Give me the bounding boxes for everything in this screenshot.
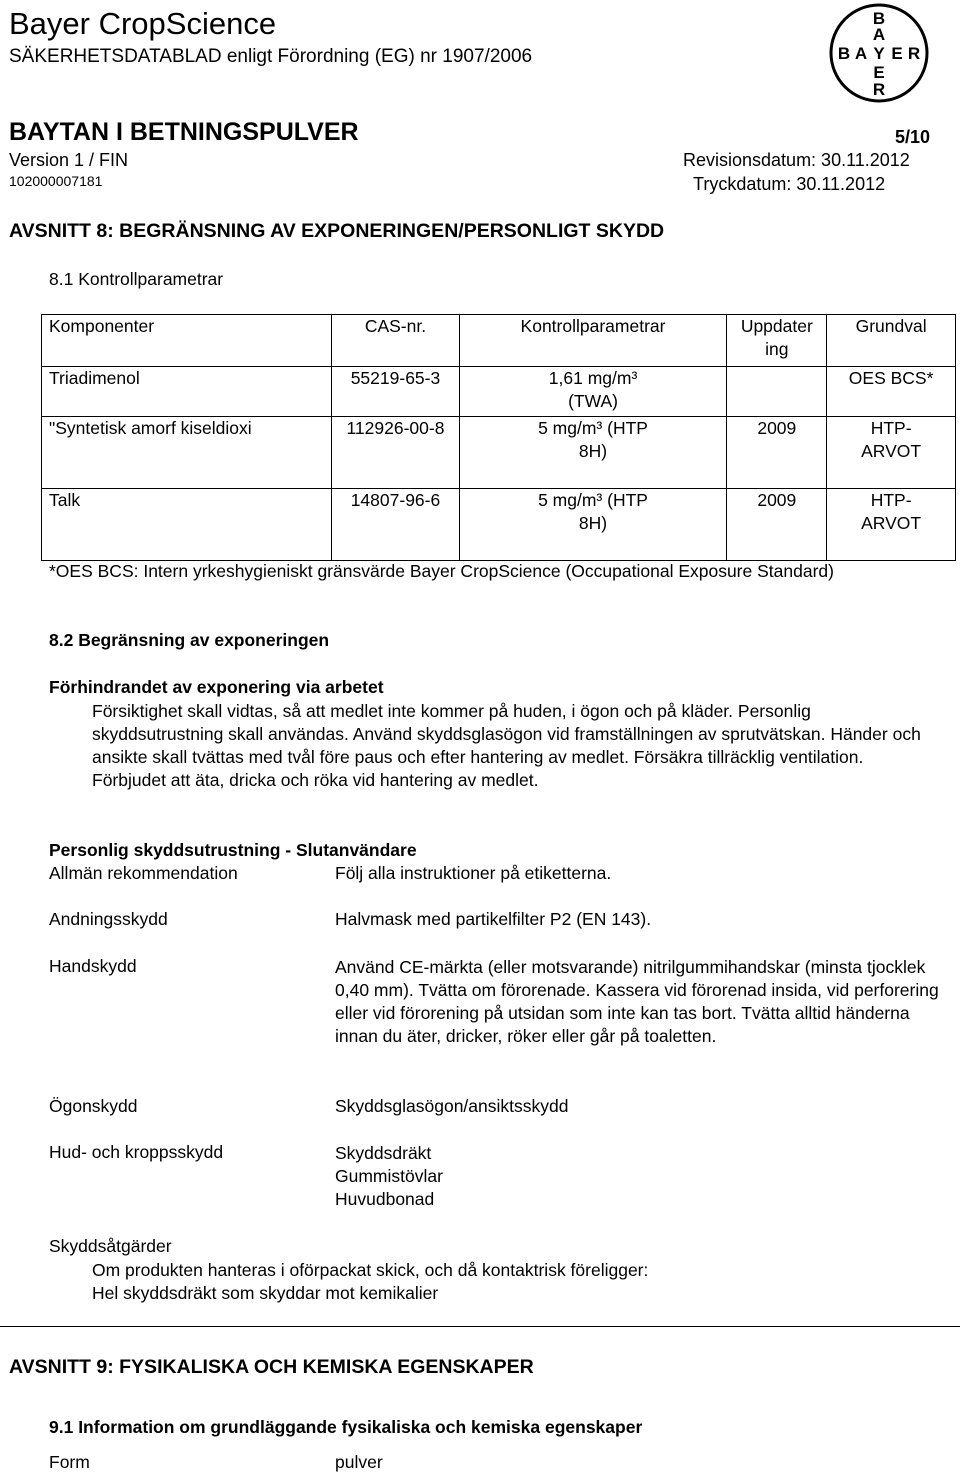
measures-text: Om produkten hanteras i oförpackat skick, och då kontaktrisk föreligger: Hel skyddsdräkt som skyddar mot kemikalier [92,1260,649,1303]
table-cell: Triadimenol [42,367,332,417]
ppe-title: Personlig skyddsutrustning - Slutanvändare [49,840,417,860]
table-header-row [42,315,956,367]
document-number: 102000007181 [9,173,103,189]
bayer-logo [828,2,930,104]
table-row [42,367,956,417]
svg-text:Y: Y [873,44,885,63]
ppe-value: Skyddsdräkt Gummistövlar Huvudbonad [335,1143,443,1209]
document-subtitle: SÄKERHETSDATABLAD enligt Förordning (EG) nr 1907/2006 [9,46,533,67]
table-cell [459,489,727,561]
ppe-label: Andningsskydd [49,909,168,929]
table-cell [827,489,956,561]
ppe-label: Allmän rekommendation [49,863,238,883]
table-cell-text: 1,61 mg/m³ (TWA) [548,368,638,411]
oes-footnote: *OES BCS: Intern yrkeshygieniskt gränsvärde Bayer CropScience (Occupational Exposure Standard) [49,561,834,581]
section-divider [0,1326,960,1327]
ppe-value: Halvmask med partikelfilter P2 (EN 143). [335,909,652,929]
revision-date: Revisionsdatum: 30.11.2012 [683,150,910,170]
table-cell: 55219-65-3 [332,367,459,417]
table-header-cell: Grundval [827,315,956,367]
table-cell: 14807-96-6 [332,489,459,561]
ppe-value: Följ alla instruktioner på etiketterna. [335,863,612,883]
table-cell-text: HTP- ARVOT [861,490,922,533]
section-9-title: AVSNITT 9: FYSIKALISKA OCH KEMISKA EGENSKAPER [9,1356,534,1378]
table-cell: 2009 [727,417,827,489]
svg-text:E: E [873,63,885,82]
table-cell: 2009 [727,489,827,561]
subsection-8-1-title: 8.1 Kontrollparametrar [49,269,224,289]
table-cell: OES BCS* [827,367,956,417]
table-cell-text: 5 mg/m³ (HTP 8H) [538,418,648,461]
table-cell-text: 5 mg/m³ (HTP 8H) [538,490,648,533]
svg-text:B: B [872,9,886,28]
table-cell-text: HTP- ARVOT [861,418,922,461]
table-header-cell: Komponenter [42,315,332,367]
table-cell [459,417,727,489]
subsection-8-2-title: 8.2 Begränsning av exponeringen [49,630,330,650]
ppe-value: Skyddsglasögon/ansiktsskydd [335,1096,569,1116]
table-cell [459,367,727,417]
page-number: 5/10 [895,127,931,147]
svg-text:A: A [854,44,868,63]
section-8-title: AVSNITT 8: BEGRÄNSNING AV EXPONERINGEN/PERSONLIGT SKYDD [9,220,665,242]
svg-text:E: E [891,44,903,63]
ppe-value: Använd CE-märkta (eller motsvarande) nitrilgummihandskar (minsta tjocklek 0,40 mm). Tvätta om förorenade. Kassera vid förorenad insida, vid perforering eller vid förorening på utsidan som inte kan tas bort. Tvätta alltid händerna innan du äter, dricker, röker eller går på toaletten. [335,957,939,1046]
control-parameters-table [41,314,956,561]
table-row [42,417,956,489]
table-cell [727,367,827,417]
product-name: BAYTAN I BETNINGSPULVER [9,118,359,146]
svg-text:R: R [872,80,886,99]
svg-text:R: R [907,44,921,63]
print-date: Tryckdatum: 30.11.2012 [693,174,886,194]
table-row [42,489,956,561]
prevention-text: Försiktighet skall vidtas, så att medlet inte kommer på huden, i ögon och på kläder. Personlig skyddsutrustning skall användas. Använd skyddsglasögon vid framställningen av sprutvätskan. Händer och ansikte skall tvättas med tvål före paus och efter hantering av medlet. Försäkra tillräcklig ventilation. Förbjudet att äta, dricka och röka vid hantering av medlet. [92,701,921,790]
table-cell [827,417,956,489]
ppe-label: Hud- och kroppsskydd [49,1142,224,1162]
table-cell: "Syntetisk amorf kiseldioxi [42,417,332,489]
table-header-cell: CAS-nr. [332,315,459,367]
form-label: Form [49,1452,90,1472]
ppe-label: Ögonskydd [49,1096,138,1116]
subsection-9-1-title: 9.1 Information om grundläggande fysikaliska och kemiska egenskaper [49,1417,643,1437]
version-info: Version 1 / FIN [9,150,129,170]
ppe-label: Handskydd [49,956,137,976]
measures-title: Skyddsåtgärder [49,1236,172,1256]
svg-text:B: B [837,44,851,63]
table-cell: Talk [42,489,332,561]
table-header-cell-text: Uppdater ing [740,316,813,359]
prevention-title: Förhindrandet av exponering via arbetet [49,677,384,697]
svg-text:A: A [872,25,886,44]
table-cell: 112926-00-8 [332,417,459,489]
form-value: pulver [335,1452,383,1472]
table-header-cell [727,315,827,367]
table-header-cell: Kontrollparametrar [459,315,727,367]
company-name: Bayer CropScience [9,6,277,41]
